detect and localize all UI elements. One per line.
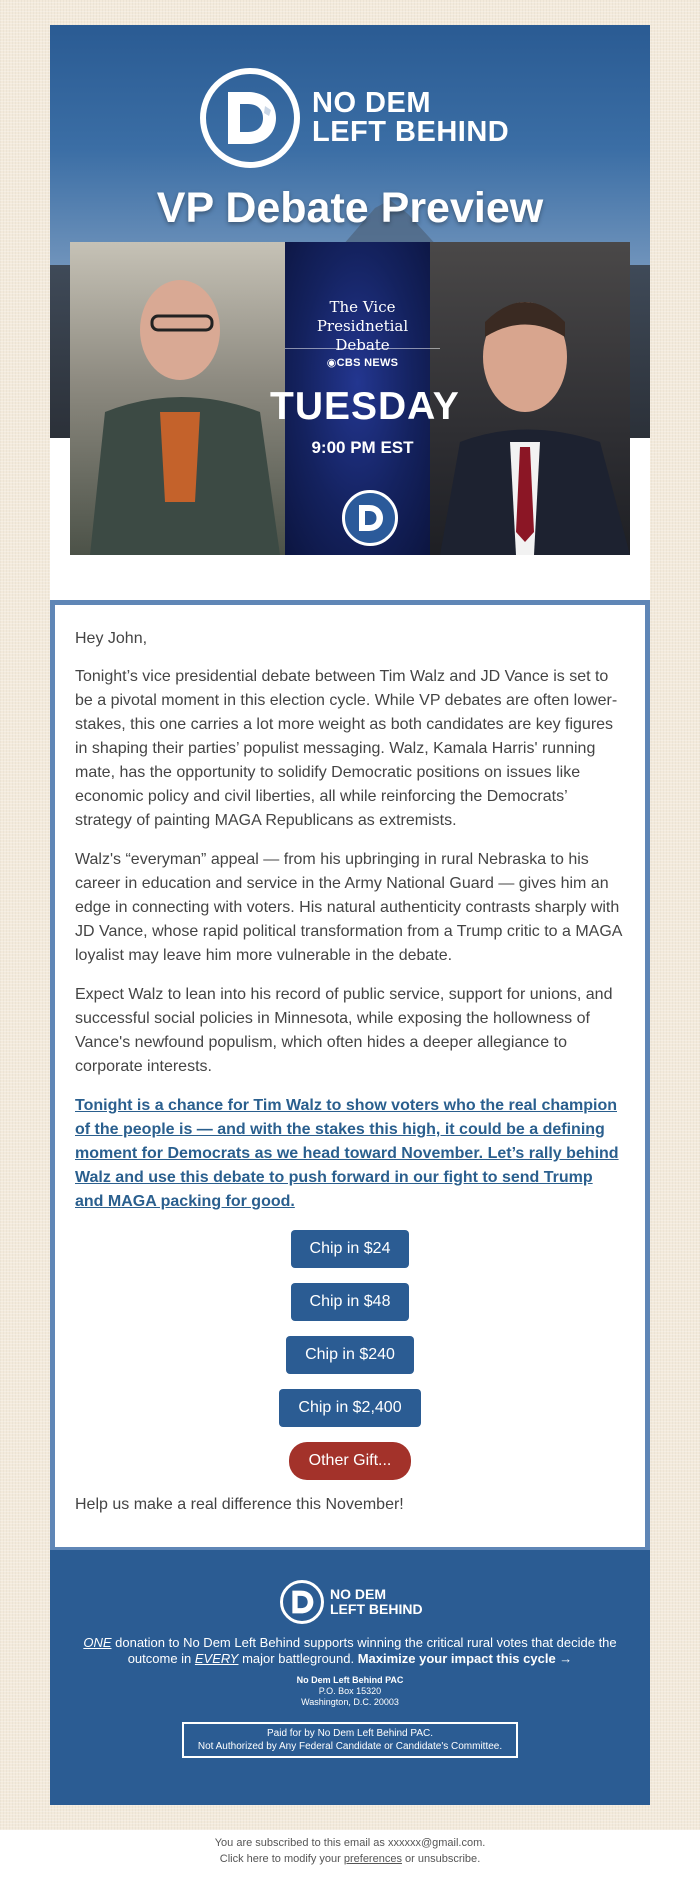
pitch-one: ONE xyxy=(83,1635,112,1650)
brand-line-2: LEFT BEHIND xyxy=(312,115,510,148)
message-body xyxy=(55,605,645,1547)
paragraph-3: Expect Walz to lean into his record of public service, support for unions, and successful social policies in Minnesota, while exposing the hollowness of Vance's newfound populism, which often hides a deeper allegiance to corporate interests. xyxy=(75,986,613,1075)
brand-line-1: NO DEM xyxy=(312,86,431,119)
city-state-zip: Washington, D.C. 20003 xyxy=(301,1697,399,1707)
pitch-every: EVERY xyxy=(194,1651,239,1666)
message-card xyxy=(50,600,650,1552)
chip-in-48-button[interactable]: Chip in $48 xyxy=(291,1283,410,1321)
hero-title: VP Debate Preview xyxy=(156,184,544,232)
footer-pitch xyxy=(70,1635,630,1667)
cta-donate-link[interactable]: Tonight is a chance for Tim Walz to show voters who the real champion of the people is — and with the stakes this high, it could be a defining moment for Democrats as we head toward November. Let’s rally behind Walz and use this debate to push forward in our fight to send Trump and MAGA packing for good. xyxy=(75,1097,619,1210)
legal-disclaimer xyxy=(182,1722,518,1758)
subscription-notice xyxy=(0,1830,700,1884)
email-container xyxy=(50,25,650,1805)
paragraph-2: Walz's “everyman” appeal — from his upbringing in rural Nebraska to his career in education and service in the Army National Guard — gives him an edge in connecting with voters. His natural authenticity contrasts sharply with JD Vance, whose rapid political transformation from a Trump critic to a MAGA loyalist may leave him more vulnerable in the debate. xyxy=(75,851,622,964)
paragraph-1: Tonight’s vice presidential debate between Tim Walz and JD Vance is set to be a pivotal moment in this election cycle. While VP debates are often lower-stakes, this one carries a lot more weight as both candidates are key figures in shaping their parties’ populist messaging. Walz, Kamala Harris' running mate, has the opportunity to solidify Democratic positions on issues like economic policy and civil liberties, all while reinforcing the Democrats’ strategy of painting MAGA Republicans as extremists. xyxy=(75,668,618,829)
subscribed-line: You are subscribed to this email as xxxxxx@gmail.com. xyxy=(214,1837,486,1849)
preferences-link[interactable]: preferences xyxy=(343,1853,402,1865)
chip-in-24-button[interactable]: Chip in $24 xyxy=(291,1230,410,1268)
walz-photo xyxy=(70,242,285,555)
debate-photo[interactable] xyxy=(70,242,630,555)
caption-line-2: Debate xyxy=(335,336,390,354)
vance-photo xyxy=(430,242,630,555)
debate-day: TUESDAY xyxy=(270,385,460,428)
modify-mid: or xyxy=(401,1853,418,1865)
footer-brand-line-2: LEFT BEHIND xyxy=(330,1601,423,1617)
mailing-address xyxy=(50,1675,650,1708)
debate-caption xyxy=(285,298,440,355)
brand-logo[interactable] xyxy=(200,65,520,170)
chip-in-240-button[interactable]: Chip in $240 xyxy=(286,1336,414,1374)
closing-line: Help us make a real difference this November! xyxy=(75,1496,404,1513)
org-name: No Dem Left Behind PAC xyxy=(296,1675,404,1685)
cbs-news-logo: ◉CBS NEWS xyxy=(285,348,440,369)
d-logo-icon xyxy=(200,68,300,168)
footer xyxy=(50,1550,650,1805)
small-d-logo-icon xyxy=(342,490,398,546)
footer-d-logo-icon xyxy=(280,1580,324,1624)
not-authorized-line: Not Authorized by Any Federal Candidate or Candidate's Committee. xyxy=(197,1741,503,1752)
modify-end: . xyxy=(477,1853,481,1865)
maximize-impact-link[interactable]: Maximize your impact this cycle → xyxy=(357,1651,573,1666)
paid-for-line: Paid for by No Dem Left Behind PAC. xyxy=(266,1728,433,1739)
greeting: Hey John, xyxy=(75,630,148,647)
caption-line-1: The Vice Presidnetial xyxy=(316,298,409,335)
unsubscribe-link[interactable]: unsubscribe xyxy=(417,1853,478,1865)
debate-time: 9:00 PM EST xyxy=(311,438,414,457)
footer-brand-name xyxy=(330,1587,423,1617)
modify-pre: Click here to modify your xyxy=(219,1853,344,1865)
pitch-mid: donation to No Dem Left Behind supports winning the critical rural votes that decide the outcome in xyxy=(111,1635,617,1666)
donation-buttons xyxy=(75,1230,625,1495)
chip-in-2400-button[interactable]: Chip in $2,400 xyxy=(279,1389,420,1427)
footer-brand-logo[interactable] xyxy=(280,1578,423,1626)
pitch-end: major battleground. xyxy=(238,1651,358,1666)
brand-name xyxy=(312,86,510,148)
modify-line xyxy=(0,1851,700,1867)
footer-brand-line-1: NO DEM xyxy=(330,1586,386,1602)
other-gift-button[interactable]: Other Gift... xyxy=(289,1442,412,1480)
po-box: P.O. Box 15320 xyxy=(318,1686,382,1696)
